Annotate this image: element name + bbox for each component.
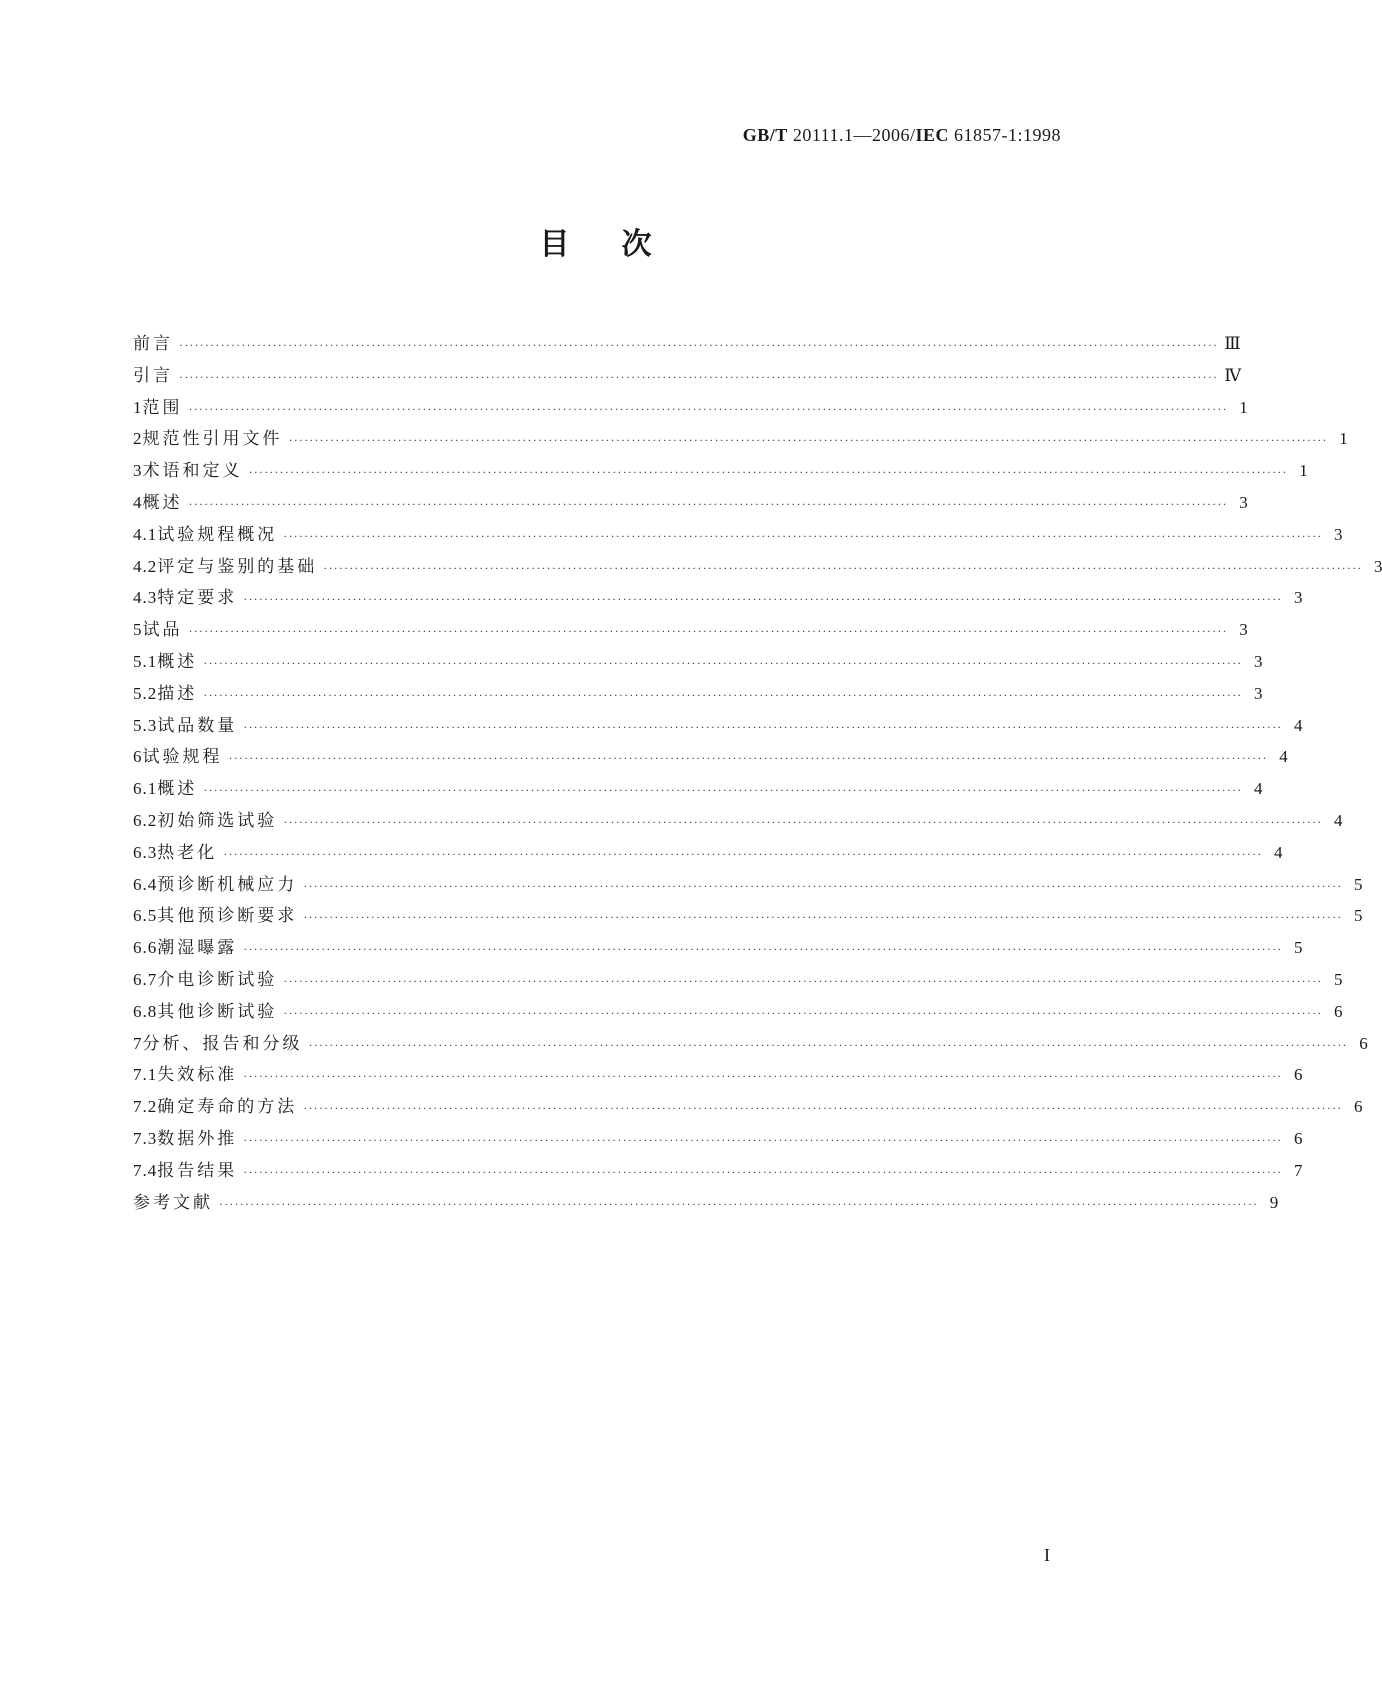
- toc-entry-label: 引言: [133, 365, 173, 386]
- toc-entry-label: 评定与鉴别的基础: [157, 556, 318, 577]
- toc-entry[interactable]: [133, 1091, 1363, 1123]
- toc-entry-page: 1: [1299, 461, 1308, 481]
- toc-entry[interactable]: [133, 678, 1263, 710]
- toc-entry[interactable]: [133, 455, 1308, 487]
- toc-entry[interactable]: [133, 932, 1303, 964]
- toc-entry-number: 6.7: [133, 969, 158, 989]
- toc-entry-number: 4.1: [133, 524, 158, 544]
- toc-entry-page: 3: [1253, 683, 1263, 703]
- iec-number: 61857-1:1998: [949, 125, 1061, 145]
- toc-entry-label: 其他诊断试验: [157, 1001, 278, 1022]
- toc-entry[interactable]: [133, 360, 1242, 392]
- toc-entry[interactable]: [133, 1155, 1303, 1187]
- toc-entry-page: 3: [1239, 492, 1248, 512]
- toc-entry[interactable]: [133, 519, 1343, 551]
- toc-entry[interactable]: [133, 646, 1263, 678]
- toc-entry-label: 失效标准: [157, 1065, 238, 1086]
- toc-entry-label: 热老化: [157, 842, 218, 863]
- toc-entry-label: 特定要求: [157, 588, 238, 609]
- toc-entry-page: 3: [1333, 524, 1343, 544]
- toc-leader-dots: [189, 394, 1228, 426]
- toc-entry-number: 5.3: [133, 715, 158, 735]
- toc-entry-page: 1: [1239, 397, 1248, 417]
- toc-entry[interactable]: [133, 614, 1248, 646]
- toc-entry-page: 3: [1239, 620, 1248, 640]
- toc-entry-number: 4: [133, 492, 143, 512]
- toc-entry-page: 4: [1253, 779, 1263, 799]
- toc-leader-dots: [229, 743, 1268, 775]
- toc-leader-dots: [243, 1061, 1282, 1093]
- toc-entry-page: 6: [1359, 1033, 1368, 1053]
- toc-entry-label: 数据外推: [157, 1128, 238, 1149]
- toc-entry-page: 4: [1273, 842, 1283, 862]
- toc-entry-number: 6.3: [133, 842, 158, 862]
- toc-entry-label: 其他预诊断要求: [157, 906, 298, 927]
- toc-leader-dots: [203, 680, 1242, 712]
- toc-leader-dots: [243, 712, 1282, 744]
- toc-entry-label: 术语和定义: [142, 461, 243, 482]
- toc-entry-label: 潮湿曝露: [157, 938, 238, 959]
- toc-entry[interactable]: [133, 1059, 1303, 1091]
- toc-leader-dots: [189, 489, 1228, 521]
- toc-leader-dots: [243, 584, 1282, 616]
- standard-number: 20111.1—2006/: [787, 125, 916, 145]
- toc-entry[interactable]: [133, 582, 1303, 614]
- toc-entry[interactable]: [133, 869, 1363, 901]
- toc-entry-number: 5.1: [133, 651, 158, 671]
- toc-entry[interactable]: [133, 487, 1248, 519]
- toc-entry-page: 4: [1293, 715, 1303, 735]
- toc-entry-page: 3: [1253, 651, 1263, 671]
- toc-entry-label: 试验规程概况: [157, 524, 278, 545]
- standard-prefix: GB/T: [742, 125, 788, 145]
- toc-entry-page: 3: [1293, 588, 1303, 608]
- toc-entry[interactable]: [133, 1028, 1368, 1060]
- toc-entry-number: 2: [133, 429, 143, 449]
- toc-entry-number: 3: [133, 461, 143, 481]
- toc-entry[interactable]: [133, 996, 1343, 1028]
- toc-entry-label: 范围: [142, 397, 183, 418]
- toc-entry[interactable]: [133, 710, 1303, 742]
- toc-entry-label: 分析、报告和分级: [142, 1033, 303, 1054]
- toc-entry-page: 5: [1353, 906, 1363, 926]
- toc-entry-label: 试品数量: [157, 715, 238, 736]
- toc-entry-number: 6.6: [133, 938, 158, 958]
- toc-entry-number: 7.3: [133, 1128, 158, 1148]
- toc-entry-number: 6.5: [133, 906, 158, 926]
- toc-leader-dots: [283, 998, 1322, 1030]
- iec-prefix: IEC: [915, 125, 949, 145]
- toc-entry[interactable]: [133, 805, 1343, 837]
- toc-entry-page: 5: [1293, 938, 1303, 958]
- toc-entry-label: 报告结果: [157, 1160, 238, 1181]
- toc-entry-page: 6: [1293, 1128, 1303, 1148]
- toc-leader-dots: [219, 1189, 1258, 1221]
- toc-entry-number: 6.4: [133, 874, 158, 894]
- toc-entry-number: 7: [133, 1033, 143, 1053]
- toc-entry-page: 5: [1353, 874, 1363, 894]
- toc-entry-label: 参考文献: [133, 1192, 213, 1213]
- toc-leader-dots: [223, 839, 1262, 871]
- toc-entry-page: 5: [1333, 969, 1343, 989]
- toc-entry-page: Ⅳ: [1224, 365, 1242, 385]
- toc-leader-dots: [243, 934, 1282, 966]
- toc-entry-label: 试品: [142, 620, 183, 641]
- toc-entry[interactable]: [133, 328, 1241, 360]
- toc-entry-page: 3: [1373, 556, 1382, 576]
- toc-entry-page: 1: [1339, 429, 1348, 449]
- toc-entry-number: 6.1: [133, 779, 158, 799]
- toc-entry-label: 确定寿命的方法: [157, 1097, 298, 1118]
- toc-entry[interactable]: [133, 1123, 1303, 1155]
- toc-entry-number: 4.2: [133, 556, 158, 576]
- toc-entry-number: 7.4: [133, 1160, 158, 1180]
- toc-entry[interactable]: [133, 773, 1263, 805]
- toc-leader-dots: [243, 1125, 1282, 1157]
- toc-leader-dots: [309, 1030, 1348, 1062]
- page-number: I: [1044, 1545, 1050, 1565]
- toc-entry-label: 概述: [142, 492, 183, 513]
- toc-entry-label: 描述: [157, 683, 198, 704]
- toc-entry-label: 介电诊断试验: [157, 969, 278, 990]
- toc-entry-label: 前言: [133, 334, 173, 354]
- toc-entry-label: 规范性引用文件: [142, 429, 283, 450]
- toc-entry-label: 概述: [157, 779, 198, 800]
- toc-entry-label: 初始筛选试验: [157, 810, 278, 831]
- toc-entry-number: 7.1: [133, 1065, 158, 1085]
- toc-leader-dots: [303, 871, 1342, 903]
- toc-entry-number: 6: [133, 747, 143, 767]
- page-title: 目次: [539, 227, 704, 262]
- toc-entry-page: 6: [1333, 1001, 1343, 1021]
- toc-leader-dots: [303, 902, 1342, 934]
- toc-entry[interactable]: [133, 551, 1382, 583]
- toc-entry[interactable]: [133, 392, 1248, 424]
- toc-entry[interactable]: [133, 837, 1283, 869]
- toc-entry-label: 预诊断机械应力: [157, 874, 298, 895]
- toc-entry-page: 6: [1293, 1065, 1303, 1085]
- toc-entry-page: 4: [1279, 747, 1288, 767]
- toc-entry-page: 4: [1333, 810, 1343, 830]
- table-of-contents: [133, 328, 1382, 1218]
- toc-leader-dots: [323, 553, 1362, 585]
- toc-entry[interactable]: [133, 900, 1363, 932]
- toc-entry-page: 7: [1293, 1160, 1303, 1180]
- toc-entry-number: 6.2: [133, 810, 158, 830]
- toc-leader-dots: [289, 425, 1328, 457]
- toc-entry-number: 4.3: [133, 588, 158, 608]
- toc-leader-dots: [283, 966, 1322, 998]
- toc-leader-dots: [283, 807, 1322, 839]
- toc-leader-dots: [303, 1093, 1342, 1125]
- toc-entry-number: 1: [133, 397, 143, 417]
- toc-entry[interactable]: [133, 423, 1348, 455]
- toc-entry[interactable]: [133, 741, 1288, 773]
- toc-entry-page: 6: [1353, 1097, 1363, 1117]
- toc-entry-number: 5.2: [133, 683, 158, 703]
- toc-leader-dots: [179, 362, 1218, 394]
- toc-entry-label: 试验规程: [142, 747, 223, 768]
- toc-leader-dots: [243, 1157, 1282, 1189]
- toc-entry-page: 9: [1269, 1192, 1279, 1212]
- standard-code: [743, 125, 1061, 146]
- toc-entry-number: 6.8: [133, 1001, 158, 1021]
- toc-entry-number: 5: [133, 620, 143, 640]
- toc-entry-page: Ⅲ: [1224, 334, 1241, 353]
- toc-leader-dots: [249, 457, 1288, 489]
- toc-leader-dots: [203, 775, 1242, 807]
- toc-entry-label: 概述: [157, 651, 198, 672]
- toc-entry[interactable]: [133, 964, 1343, 996]
- toc-entry[interactable]: [133, 1187, 1279, 1219]
- toc-leader-dots: [283, 521, 1322, 553]
- toc-leader-dots: [189, 616, 1228, 648]
- toc-leader-dots: [179, 330, 1218, 362]
- toc-leader-dots: [203, 648, 1242, 680]
- toc-entry-number: 7.2: [133, 1097, 158, 1117]
